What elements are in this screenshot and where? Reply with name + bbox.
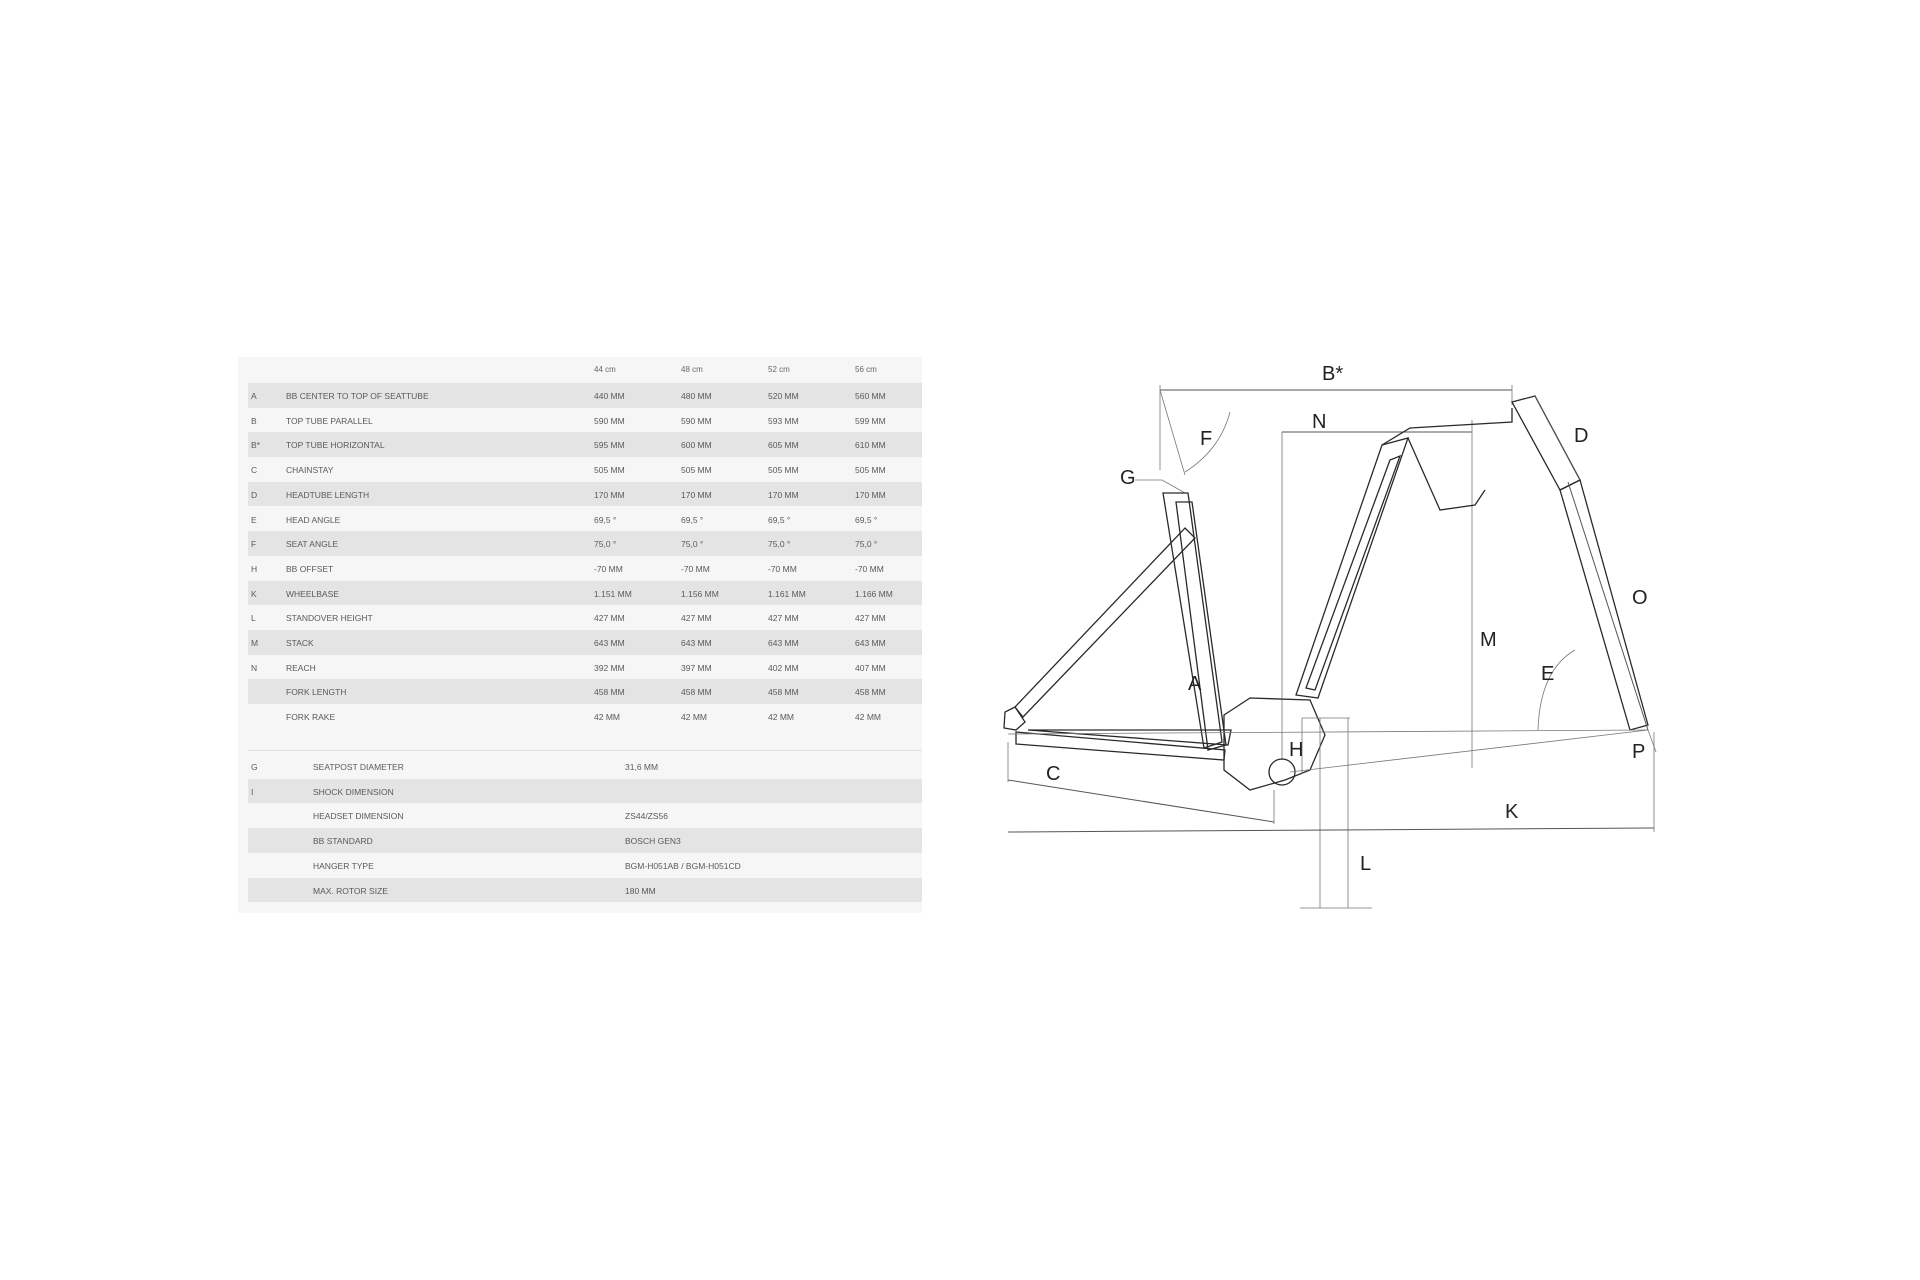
table-row (248, 482, 922, 507)
row-value: 407 MM (855, 662, 886, 673)
row-value: 458 MM (768, 687, 799, 698)
table-row (248, 556, 922, 581)
row-value: 75,0 ° (855, 539, 878, 550)
frame-geometry-diagram (980, 350, 1700, 930)
row-name: STACK (286, 638, 314, 648)
row-name: FORK LENGTH (286, 687, 347, 698)
row-value: 42 MM (855, 712, 881, 723)
row-name: TOP TUBE HORIZONTAL (286, 440, 385, 451)
row-value: 1.151 MM (594, 588, 632, 599)
label-a: A (1188, 673, 1202, 695)
row-name: SEAT ANGLE (286, 539, 339, 550)
size-header: 44 cm (594, 365, 616, 374)
row-value: 42 MM (681, 712, 707, 723)
row-name: REACH (286, 662, 316, 673)
spec-value: 31,6 MM (625, 762, 659, 772)
seat-angle-guide (1160, 390, 1185, 475)
geometry-table (238, 357, 922, 913)
spec-value: BOSCH GEN3 (625, 836, 681, 847)
table-row (248, 655, 922, 680)
label-h: H (1289, 739, 1304, 761)
label-e: E (1541, 663, 1555, 685)
row-value: 505 MM (594, 465, 625, 476)
row-value: 590 MM (681, 415, 712, 426)
wheelbase-dimension-line (1008, 828, 1654, 832)
table-row (248, 507, 922, 532)
down-tube-inner (1306, 456, 1400, 690)
table-row (248, 581, 922, 606)
row-value: 595 MM (594, 440, 625, 451)
label-l: L (1360, 853, 1372, 875)
spec-name: SEATPOST DIAMETER (313, 762, 404, 772)
table-row (248, 704, 922, 729)
row-value: 69,5 ° (594, 514, 617, 525)
row-value: 75,0 ° (594, 539, 617, 550)
spec-row (248, 779, 922, 804)
row-value: 170 MM (594, 489, 625, 500)
size-header-row (238, 357, 922, 379)
row-name: BB CENTER TO TOP OF SEATTUBE (286, 391, 429, 401)
row-value: 605 MM (768, 440, 799, 451)
row-value: 427 MM (855, 613, 886, 624)
row-value: 170 MM (681, 489, 712, 500)
spec-name: HEADSET DIMENSION (313, 811, 404, 822)
label-b-star: B* (1322, 363, 1344, 385)
spec-name: MAX. ROTOR SIZE (313, 885, 388, 896)
row-value: 1.166 MM (855, 588, 893, 599)
chainstay (1016, 732, 1225, 760)
spec-value: ZS44/ZS56 (625, 811, 668, 822)
row-code: F (251, 539, 257, 550)
row-value: 458 MM (594, 687, 625, 698)
row-value: 480 MM (681, 391, 712, 401)
table-row (248, 457, 922, 482)
row-value: -70 MM (855, 563, 884, 574)
frame-diagram-svg (980, 350, 1700, 930)
chainstay-dimension-line (1008, 780, 1274, 822)
head-junction (1408, 438, 1485, 510)
motor-housing (1224, 698, 1325, 790)
row-value: 600 MM (681, 440, 712, 451)
spec-name: HANGER TYPE (313, 860, 374, 871)
row-value: 75,0 ° (768, 539, 791, 550)
row-value: 427 MM (594, 613, 625, 624)
row-value: 1.156 MM (681, 588, 719, 599)
row-code: H (251, 563, 258, 574)
row-value: 505 MM (768, 465, 799, 476)
label-m: M (1480, 629, 1497, 651)
table-row (248, 630, 922, 655)
row-value: 458 MM (855, 687, 886, 698)
section-divider (248, 750, 922, 751)
row-code: K (251, 588, 257, 599)
row-value: 643 MM (855, 638, 886, 648)
row-name: HEADTUBE LENGTH (286, 489, 370, 500)
row-value: 505 MM (855, 465, 886, 476)
row-value: 397 MM (681, 662, 712, 673)
label-f: F (1200, 428, 1213, 450)
row-value: 75,0 ° (681, 539, 704, 550)
row-value: 643 MM (594, 638, 625, 648)
row-code: B (251, 415, 257, 426)
row-value: 69,5 ° (855, 514, 878, 525)
spec-row (248, 803, 922, 828)
table-row (248, 383, 922, 408)
chainstay-upper (1028, 730, 1231, 745)
row-value: 69,5 ° (681, 514, 704, 525)
spec-name: SHOCK DIMENSION (313, 786, 394, 797)
size-header: 48 cm (681, 365, 703, 374)
row-value: 170 MM (855, 489, 886, 500)
row-value: 170 MM (768, 489, 799, 500)
row-value: -70 MM (594, 563, 623, 574)
row-code: N (251, 662, 258, 673)
label-p: P (1632, 741, 1646, 763)
row-value: 505 MM (681, 465, 712, 476)
size-header: 56 cm (855, 365, 877, 374)
row-value: 440 MM (594, 391, 625, 401)
row-value: -70 MM (768, 563, 797, 574)
row-value: 520 MM (768, 391, 799, 401)
row-value: 643 MM (768, 638, 799, 648)
row-value: 42 MM (768, 712, 794, 723)
row-code: D (251, 489, 258, 500)
row-code: M (251, 638, 259, 648)
row-value: 643 MM (681, 638, 712, 648)
row-value: 427 MM (768, 613, 799, 624)
row-value: 599 MM (855, 415, 886, 426)
label-c: C (1046, 763, 1061, 785)
table-row (248, 679, 922, 704)
row-value: 593 MM (768, 415, 799, 426)
row-name: STANDOVER HEIGHT (286, 613, 373, 624)
table-row (248, 531, 922, 556)
seat-tube (1163, 493, 1222, 748)
row-value: 458 MM (681, 687, 712, 698)
row-name: CHAINSTAY (286, 465, 334, 476)
row-value: 610 MM (855, 440, 886, 451)
seat-stay (1015, 528, 1195, 717)
down-tube (1296, 438, 1408, 698)
label-g: G (1120, 467, 1136, 489)
seatpost-leader (1135, 480, 1185, 493)
spec-value: BGM-H051AB / BGM-H051CD (625, 860, 741, 871)
table-row (248, 408, 922, 433)
row-value: 560 MM (855, 391, 886, 401)
head-tube (1512, 396, 1580, 490)
row-code: C (251, 465, 258, 476)
spec-code: G (251, 762, 258, 772)
rear-dropout (1004, 707, 1025, 730)
bb-to-front-axle (1290, 730, 1648, 772)
row-name: HEAD ANGLE (286, 514, 341, 525)
label-o: O (1632, 587, 1648, 609)
spec-code: I (251, 786, 254, 797)
row-code: L (251, 613, 256, 624)
row-code: A (251, 391, 257, 401)
size-header: 52 cm (768, 365, 790, 374)
table-row (248, 605, 922, 630)
fork-rake-marker (1648, 730, 1656, 752)
row-value: 590 MM (594, 415, 625, 426)
spec-row (248, 853, 922, 878)
row-value: 69,5 ° (768, 514, 791, 525)
spec-row (248, 754, 922, 779)
label-n: N (1312, 411, 1327, 433)
row-value: 42 MM (594, 712, 620, 723)
label-d: D (1574, 425, 1589, 447)
row-code: B* (251, 440, 260, 451)
row-name: BB OFFSET (286, 563, 334, 574)
row-code: E (251, 514, 257, 525)
row-value: -70 MM (681, 563, 710, 574)
spec-row (248, 828, 922, 853)
row-value: 1.161 MM (768, 588, 806, 599)
row-value: 392 MM (594, 662, 625, 673)
row-value: 402 MM (768, 662, 799, 673)
row-value: 427 MM (681, 613, 712, 624)
table-row (248, 432, 922, 457)
row-name: WHEELBASE (286, 588, 339, 599)
head-angle-arc (1538, 650, 1575, 730)
row-name: FORK RAKE (286, 712, 336, 723)
label-k: K (1505, 801, 1519, 823)
spec-value: 180 MM (625, 885, 656, 896)
spec-row (248, 878, 922, 903)
spec-name: BB STANDARD (313, 836, 373, 847)
row-name: TOP TUBE PARALLEL (286, 415, 373, 426)
